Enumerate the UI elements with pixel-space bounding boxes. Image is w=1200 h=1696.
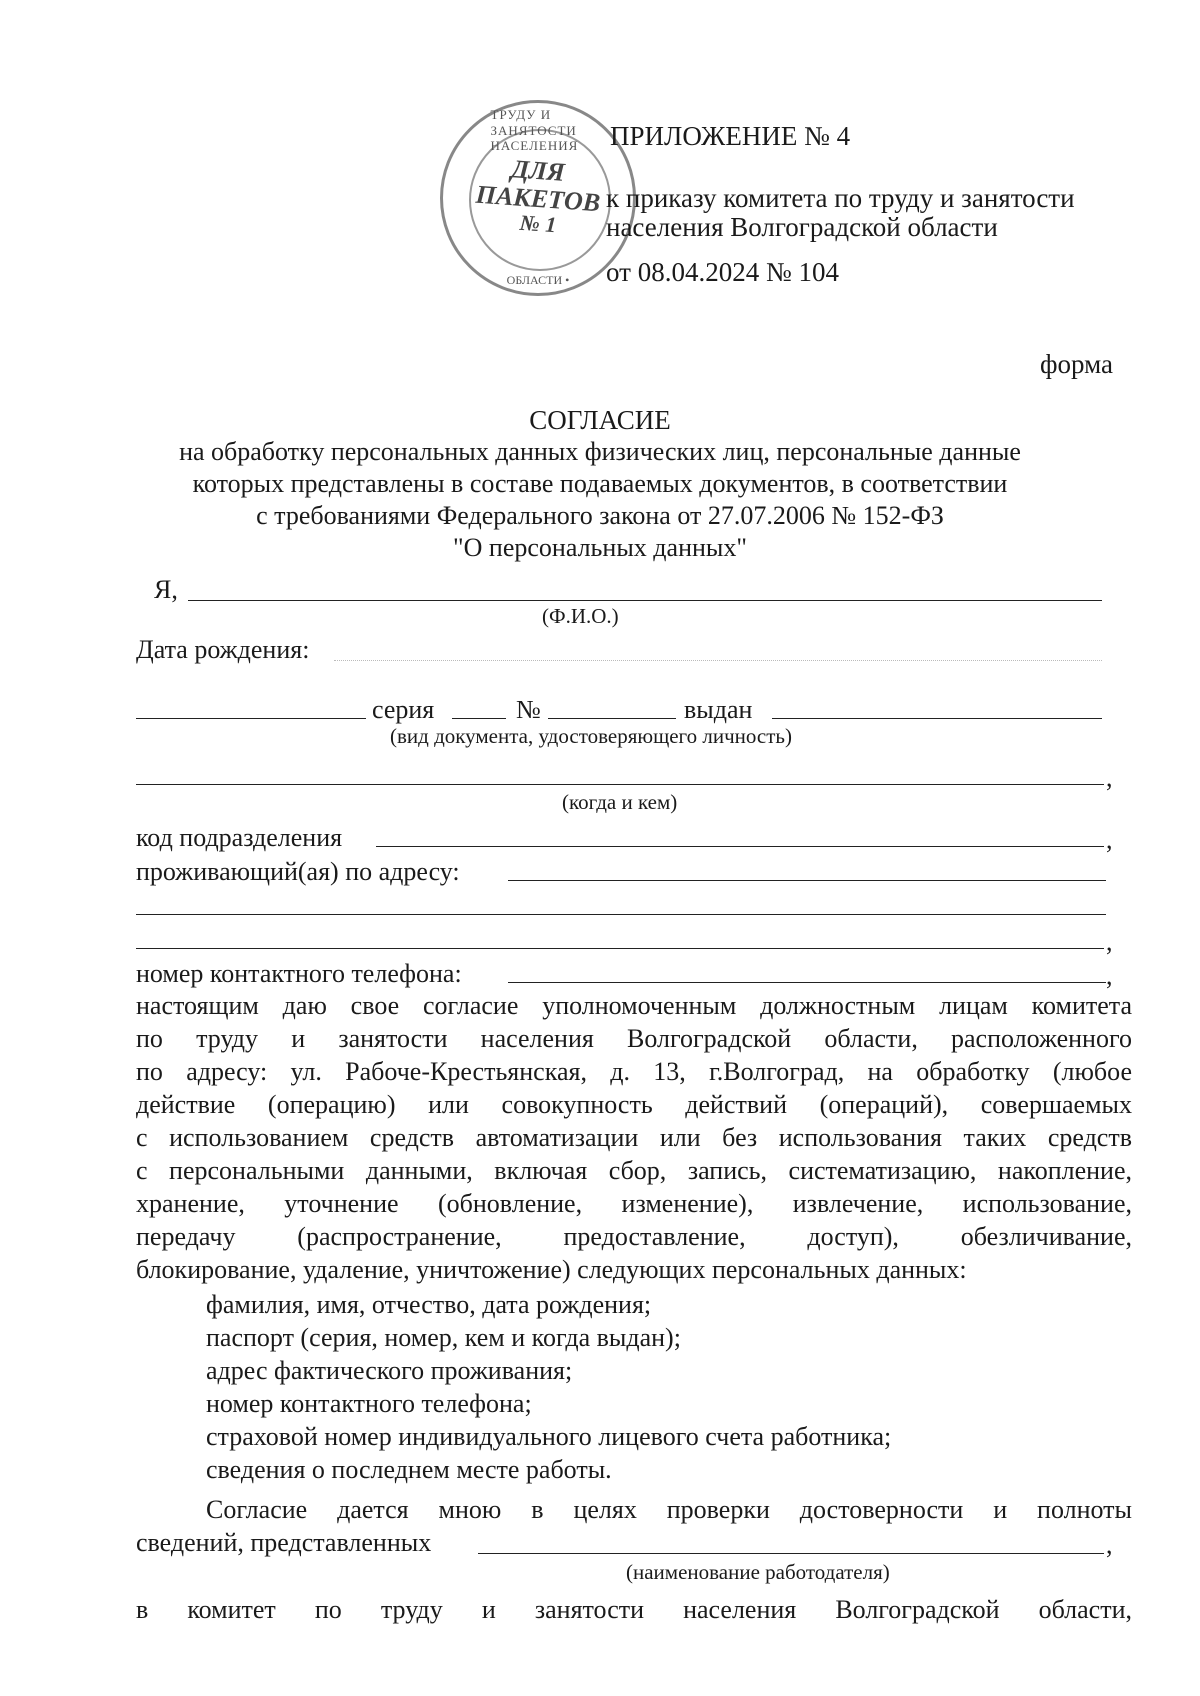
stamp-ring-top: ТРУДУ И ЗАНЯТОСТИ НАСЕЛЕНИЯ bbox=[490, 107, 579, 154]
title-line-3: с требованиями Федерального закона от 27.07.2006 № 152-ФЗ bbox=[256, 501, 944, 530]
address-label: проживающий(ая) по адресу: bbox=[136, 857, 460, 886]
p2-line-1: Согласие дается мною в целях проверки достоверности и полноты bbox=[206, 1495, 1132, 1524]
stamp-ring-bottom: ОБЛАСТИ • bbox=[506, 272, 570, 287]
employer-hint: (наименование работодателя) bbox=[626, 1560, 890, 1584]
p1-line-9: блокирование, удаление, уничтожение) следующих персональных данных: bbox=[136, 1255, 967, 1284]
p1-line-2: по труду и занятости населения Волгоградской области, расположенного bbox=[136, 1024, 1132, 1053]
comma-5: , bbox=[1106, 1530, 1113, 1559]
list-item: паспорт (серия, номер, кем и когда выдан); bbox=[206, 1323, 681, 1352]
fio-hint: (Ф.И.О.) bbox=[542, 604, 619, 628]
phone-label: номер контактного телефона: bbox=[136, 959, 462, 988]
p2-line-3: в комитет по труду и занятости населения Волгоградской области, bbox=[136, 1595, 1132, 1624]
list-item: адрес фактического проживания; bbox=[206, 1356, 573, 1385]
list-item: сведения о последнем месте работы. bbox=[206, 1455, 612, 1484]
title-line-1: на обработку персональных данных физических лиц, персональные данные bbox=[179, 437, 1021, 466]
series-field[interactable] bbox=[452, 718, 506, 719]
address-field-1[interactable] bbox=[508, 880, 1106, 881]
title-line-2: которых представлены в составе подаваемых документов, в соответствии bbox=[192, 469, 1008, 498]
doc-type-field[interactable] bbox=[136, 718, 366, 719]
dept-code-field[interactable] bbox=[376, 846, 1104, 847]
comma-2: , bbox=[1106, 825, 1113, 854]
birth-date-label: Дата рождения: bbox=[136, 635, 310, 664]
birth-date-field[interactable] bbox=[334, 660, 1102, 661]
number-label: № bbox=[516, 695, 541, 724]
stamp-line-2: ПАКЕТОВ bbox=[474, 179, 602, 218]
address-field-2[interactable] bbox=[136, 914, 1106, 915]
comma-4: , bbox=[1106, 961, 1113, 990]
doc-title: СОГЛАСИЕ bbox=[529, 405, 671, 435]
ya-label: Я, bbox=[154, 575, 178, 604]
p1-line-4: действие (операцию) или совокупность действий (операций), совершаемых bbox=[136, 1090, 1132, 1119]
p1-line-6: с персональными данными, включая сбор, запись, систематизацию, накопление, bbox=[136, 1156, 1132, 1185]
employer-field[interactable] bbox=[478, 1553, 1104, 1554]
doc-hint: (вид документа, удостоверяющего личность) bbox=[390, 724, 793, 748]
appendix-title: ПРИЛОЖЕНИЕ № 4 bbox=[610, 121, 851, 151]
p1-line-3: по адресу: ул. Рабоче-Крестьянская, д. 13, г.Волгоград, на обработку (любое bbox=[136, 1057, 1132, 1086]
issued-field[interactable] bbox=[772, 718, 1102, 719]
list-item: страховой номер индивидуального лицевого счета работника; bbox=[206, 1422, 892, 1451]
order-date: от 08.04.2024 № 104 bbox=[606, 257, 839, 287]
p1-line-7: хранение, уточнение (обновление, изменение), извлечение, использование, bbox=[136, 1189, 1132, 1218]
when-who-hint: (когда и кем) bbox=[562, 790, 678, 814]
order-line-2: населения Волгоградской области bbox=[606, 212, 998, 242]
dept-code-label: код подразделения bbox=[136, 823, 343, 852]
comma-1: , bbox=[1106, 763, 1113, 792]
p1-line-5: с использованием средств автоматизации или без использования таких средств bbox=[136, 1123, 1132, 1152]
stamp-line-1: ДЛЯ bbox=[510, 154, 566, 187]
issued-label: выдан bbox=[684, 695, 753, 724]
form-label: форма bbox=[1040, 349, 1113, 379]
list-item: номер контактного телефона; bbox=[206, 1389, 532, 1418]
series-label: серия bbox=[372, 695, 435, 724]
fio-field[interactable] bbox=[188, 600, 1102, 601]
comma-3: , bbox=[1106, 927, 1113, 956]
number-field[interactable] bbox=[548, 718, 676, 719]
when-who-field[interactable] bbox=[136, 784, 1104, 785]
p2-line-2: сведений, представленных bbox=[136, 1528, 432, 1557]
phone-field[interactable] bbox=[508, 982, 1106, 983]
p1-line-8: передачу (распространение, предоставление, доступ), обезличивание, bbox=[136, 1222, 1132, 1251]
order-line-1: к приказу комитета по труду и занятости bbox=[606, 183, 1075, 213]
title-line-4: "О персональных данных" bbox=[453, 533, 747, 562]
list-item: фамилия, имя, отчество, дата рождения; bbox=[206, 1290, 652, 1319]
address-field-3[interactable] bbox=[136, 948, 1104, 949]
p1-line-1: настоящим даю свое согласие уполномоченным должностным лицам комитета bbox=[136, 991, 1132, 1020]
stamp-line-3: № 1 bbox=[518, 209, 558, 238]
